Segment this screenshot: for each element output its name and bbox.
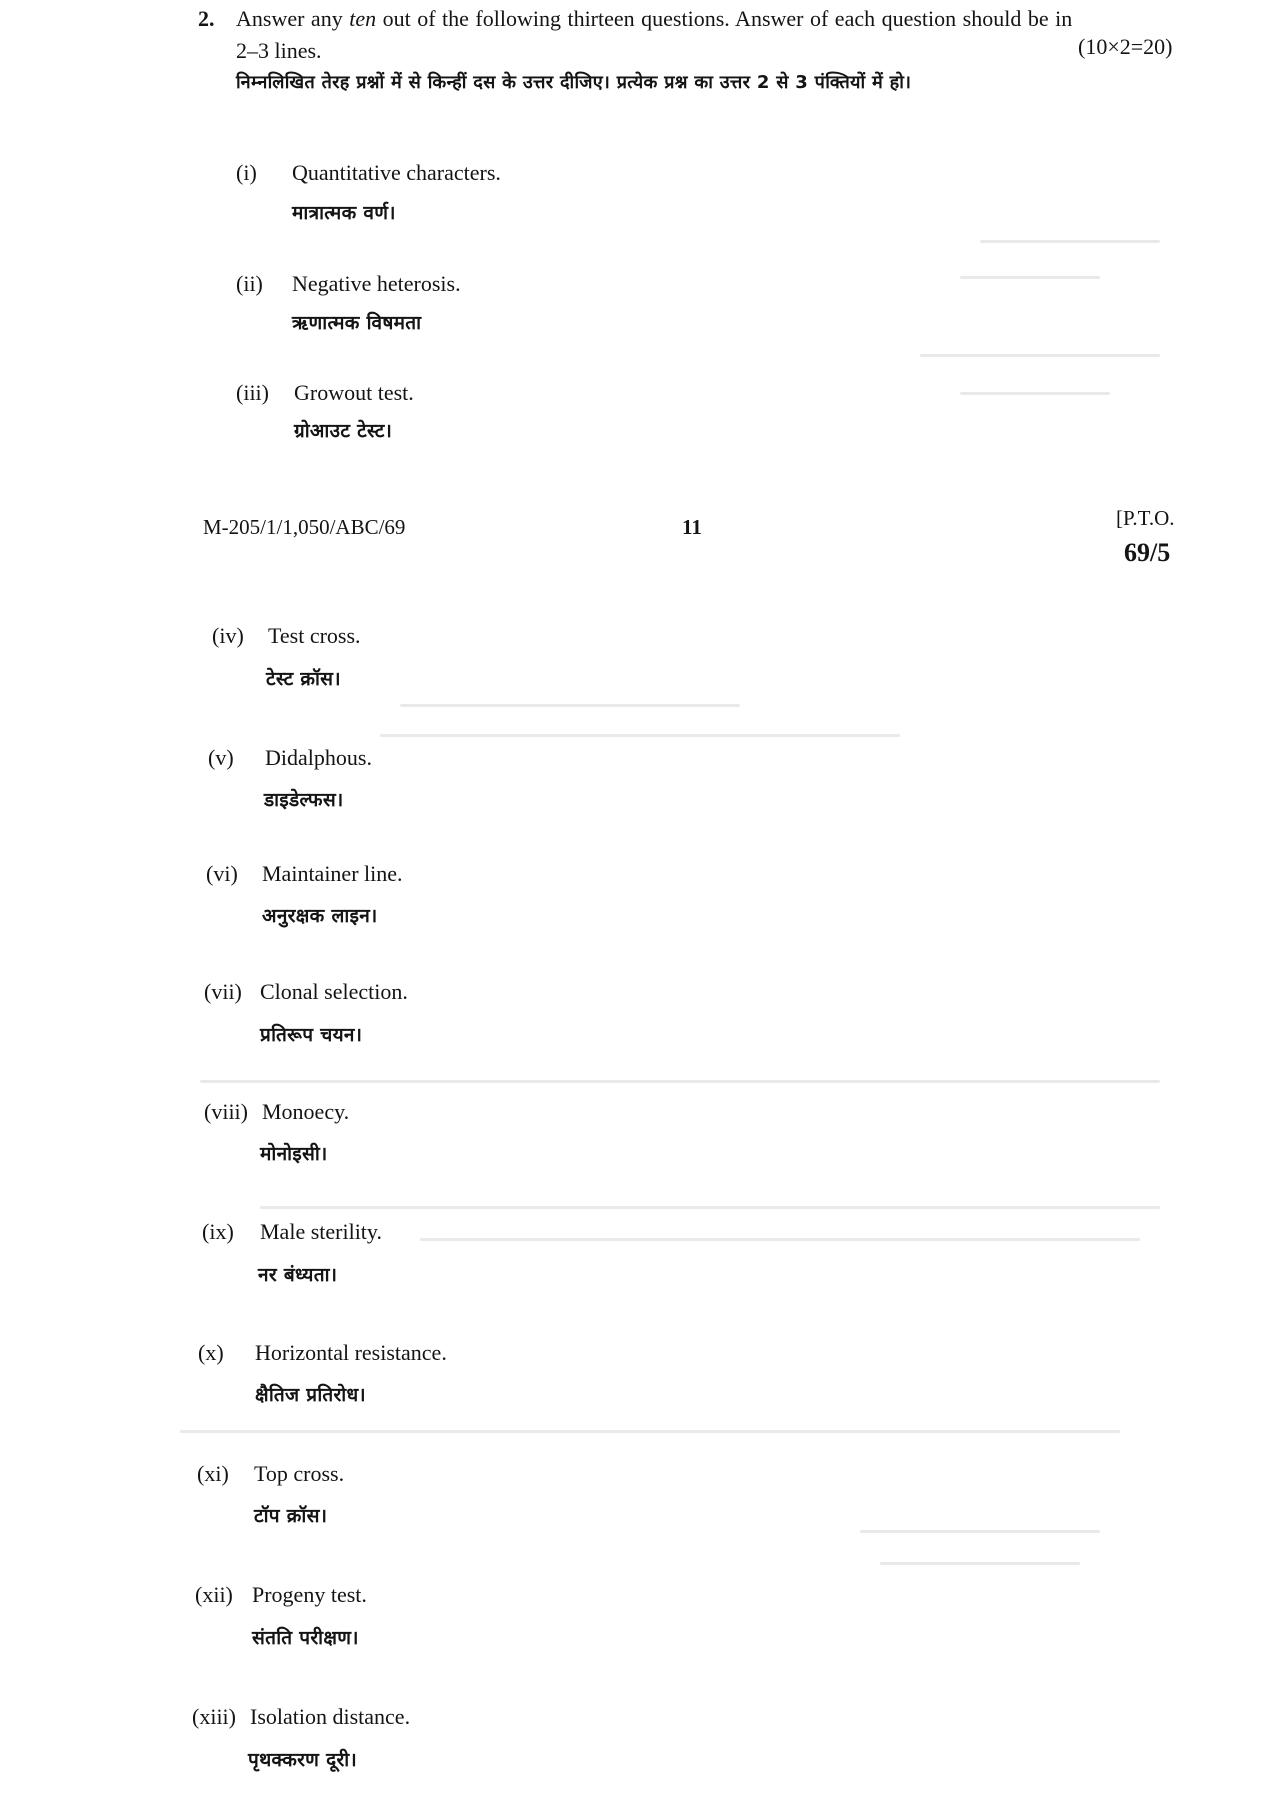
item-english: Quantitative characters. — [292, 160, 501, 185]
question-instruction-line2: 2–3 lines. — [236, 38, 322, 63]
question-marks: (10×2=20) — [1078, 34, 1173, 59]
show-through-mark — [880, 1562, 1080, 1565]
show-through-mark — [400, 704, 740, 707]
show-through-mark — [980, 240, 1160, 243]
item-number: (ix) — [202, 1219, 234, 1244]
item-hindi: मोनोइसी। — [260, 1143, 328, 1165]
item-hindi: संतति परीक्षण। — [252, 1627, 359, 1649]
item-number: (x) — [198, 1340, 224, 1365]
show-through-mark — [380, 734, 900, 737]
item-english: Growout test. — [294, 380, 414, 405]
item-hindi: टेस्ट क्रॉस। — [266, 668, 341, 690]
item-english: Progeny test. — [252, 1582, 367, 1607]
item-hindi: टॉप क्रॉस। — [254, 1505, 328, 1527]
show-through-mark — [420, 1238, 1140, 1241]
item-hindi: अनुरक्षक लाइन। — [262, 905, 378, 927]
item-hindi: नर बंध्यता। — [258, 1264, 338, 1286]
item-english: Test cross. — [268, 623, 361, 648]
show-through-mark — [180, 1430, 1120, 1433]
item-number: (iii) — [236, 380, 269, 405]
item-number: (iv) — [212, 623, 244, 648]
question-hindi-instruction: निम्नलिखित तेरह प्रश्नों में से किन्हीं दस के उत्तर दीजिए। प्रत्येक प्रश्न का उत्तर 2 से 3 पंक्तियों में हो। — [236, 72, 912, 93]
item-number: (vii) — [204, 979, 242, 1004]
item-hindi: मात्रात्मक वर्ण। — [292, 202, 396, 224]
item-english: Clonal selection. — [260, 979, 408, 1004]
footer-pto: [P.T.O. — [1116, 506, 1175, 530]
item-english: Negative heterosis. — [292, 271, 461, 296]
item-english: Male sterility. — [260, 1219, 382, 1244]
show-through-mark — [860, 1530, 1100, 1533]
show-through-mark — [960, 276, 1100, 279]
item-english: Top cross. — [254, 1461, 345, 1486]
item-number: (xi) — [197, 1461, 229, 1486]
item-hindi: ऋणात्मक विषमता — [292, 312, 422, 334]
item-english: Horizontal resistance. — [255, 1340, 447, 1365]
item-hindi: पृथक्करण दूरी। — [248, 1749, 357, 1771]
show-through-mark — [200, 1080, 1160, 1083]
footer-page-number: 11 — [682, 515, 702, 539]
item-english: Maintainer line. — [262, 861, 403, 886]
question-number: 2. — [198, 6, 215, 31]
item-number: (ii) — [236, 271, 263, 296]
item-number: (xiii) — [192, 1704, 236, 1729]
item-hindi: प्रतिरूप चयन। — [260, 1024, 363, 1046]
item-number: (v) — [208, 745, 234, 770]
footer-set-number: 69/5 — [1124, 538, 1171, 567]
item-english: Didalphous. — [265, 745, 372, 770]
question-instruction: Answer any ten out of the following thirteen questions. Answer of each question should be in — [236, 6, 1073, 31]
item-hindi: ग्रोआउट टेस्ट। — [294, 420, 393, 442]
item-number: (vi) — [206, 861, 238, 886]
show-through-mark — [960, 392, 1110, 395]
item-english: Isolation distance. — [250, 1704, 411, 1729]
item-english: Monoecy. — [262, 1099, 350, 1124]
item-hindi: डाइडेल्फस। — [264, 789, 344, 811]
show-through-mark — [920, 354, 1160, 357]
item-number: (viii) — [204, 1099, 248, 1124]
item-number: (xii) — [195, 1582, 233, 1607]
item-hindi: क्षैतिज प्रतिरोध। — [255, 1384, 366, 1406]
item-number: (i) — [236, 160, 257, 185]
show-through-mark — [260, 1206, 1160, 1209]
footer-code: M-205/1/1,050/ABC/69 — [203, 515, 406, 539]
